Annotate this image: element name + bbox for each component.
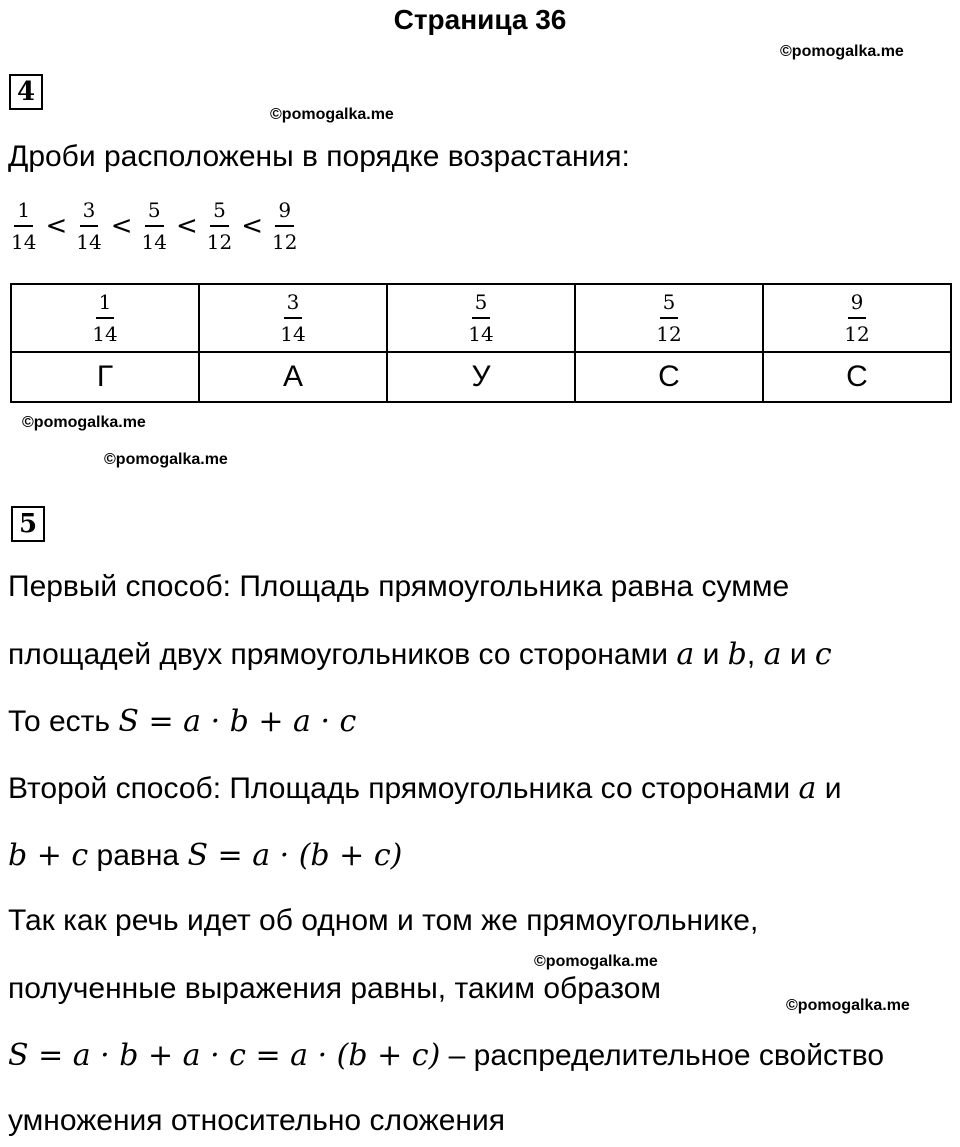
formula: b + c — [8, 838, 89, 873]
task5-line-4: Второй способ: Площадь прямоугольника со сторонами a и — [8, 771, 842, 806]
task-number-4: 4 — [9, 74, 43, 110]
table-cell: $\frac{5}{12}$ — [575, 284, 763, 352]
fraction-inequality — [8, 200, 300, 252]
less-than-sign: < — [110, 211, 133, 241]
watermark: ©pomogalka.me — [780, 43, 904, 60]
less-than-sign: < — [45, 211, 68, 241]
task4-intro: Дроби расположены в порядке возрастания: — [8, 140, 630, 173]
watermark: ©pomogalka.me — [22, 414, 146, 431]
table-cell: $\frac{5}{14}$ — [387, 284, 575, 352]
task5-line-8: S = a · b + a · c = a · (b + c) – распределительное свойство — [8, 1038, 884, 1073]
fraction: $\frac{9}{12}$ — [272, 198, 298, 254]
table-cell: У — [387, 352, 575, 402]
less-than-sign: < — [241, 211, 263, 241]
formula: S = a · b + a · c = a · (b + c) — [8, 1038, 441, 1073]
task5-line-9: умножения относительно сложения — [8, 1104, 505, 1137]
fraction: $\frac{3}{14}$ — [76, 198, 102, 254]
fraction: $\frac{1}{14}$ — [11, 198, 37, 254]
task5-line-2: площадей двух прямоугольников со сторонами a и b, a и c — [8, 637, 832, 672]
table-cell: $\frac{9}{12}$ — [763, 284, 951, 352]
table-cell: С — [763, 352, 951, 402]
watermark: ©pomogalka.me — [104, 451, 228, 468]
page-title: Страница 36 — [393, 4, 567, 35]
table-row-letters — [11, 352, 951, 402]
fraction: $\frac{5}{14}$ — [141, 198, 167, 254]
watermark: ©pomogalka.me — [786, 997, 910, 1014]
task5-line-3: То есть S = a · b + a · c — [8, 704, 357, 739]
table-cell: А — [199, 352, 387, 402]
table-cell: $\frac{1}{14}$ — [11, 284, 199, 352]
task5-line-6: Так как речь идет об одном и том же прямоугольнике, — [8, 904, 759, 937]
watermark: ©pomogalka.me — [270, 106, 394, 123]
table-cell: $\frac{3}{14}$ — [199, 284, 387, 352]
table-cell: Г — [11, 352, 199, 402]
task5-line-5: b + c равна S = a · (b + c) — [8, 838, 403, 873]
task5-line-1: Первый способ: Площадь прямоугольника равна сумме — [8, 570, 790, 603]
fraction-letter-table — [10, 283, 952, 403]
formula: S = a · b + a · c — [118, 704, 357, 739]
table-row-fractions — [11, 284, 951, 352]
task-number-5: 5 — [11, 506, 45, 542]
less-than-sign: < — [175, 211, 198, 241]
watermark: ©pomogalka.me — [534, 953, 658, 970]
formula: S = a · (b + c) — [187, 838, 403, 873]
task5-line-7: полученные выражения равны, таким образом — [8, 972, 661, 1005]
table-cell: С — [575, 352, 763, 402]
fraction: $\frac{5}{12}$ — [206, 198, 233, 254]
